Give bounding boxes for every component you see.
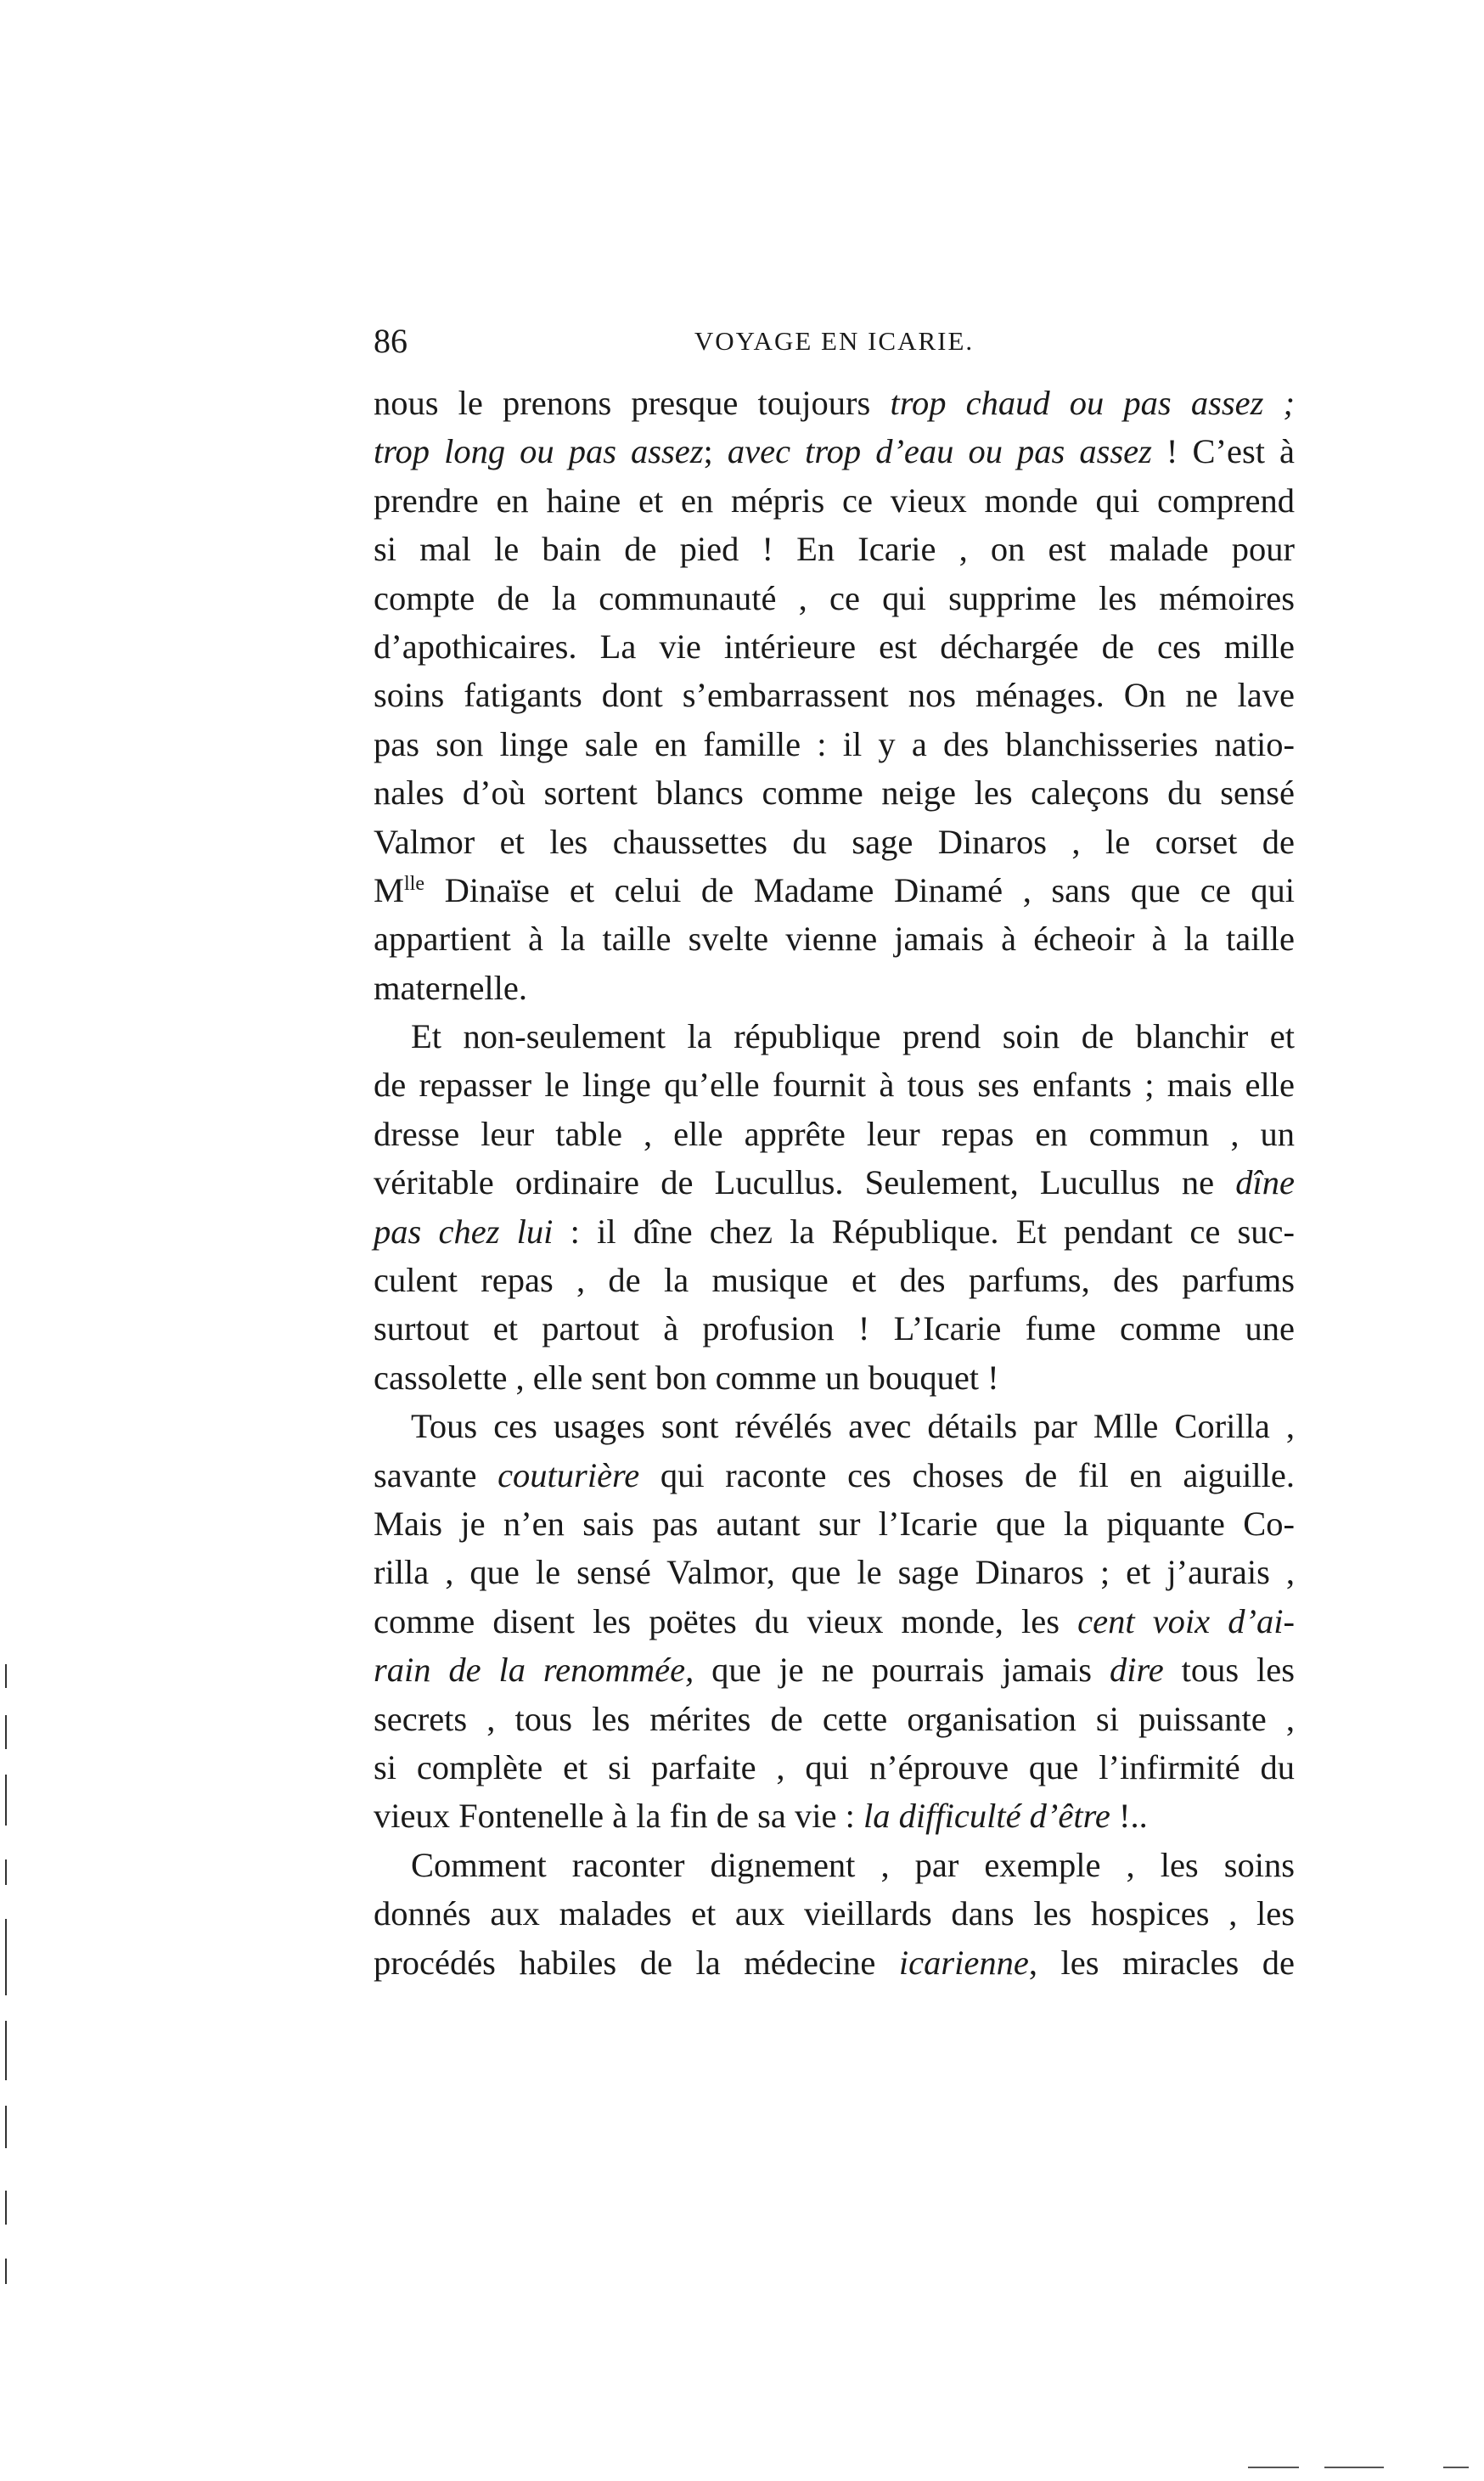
text-line [374, 427, 1295, 475]
text-line [374, 1695, 1295, 1743]
text-segment: nales d’où sortent blancs comme neige les caleçons du sensé [374, 774, 1295, 813]
text-line [374, 1743, 1295, 1792]
text-line [374, 1304, 1295, 1353]
text-line [374, 866, 1295, 914]
text-segment: Valmor et les chaussettes du sage Dinaros , le corset de [374, 822, 1295, 861]
text-segment: appartient à la taille svelte vienne jamais à écheoir à la taille [374, 920, 1295, 959]
italic-text: cent voix d’ai- [1077, 1601, 1295, 1640]
italic-text: rain de la renommée, [374, 1651, 694, 1690]
text-line [374, 574, 1295, 622]
text-line [374, 525, 1295, 573]
text-line [374, 1158, 1295, 1207]
text-line [374, 964, 1295, 1012]
text-segment: si complète et si parfaite , qui n’éprouve que l’infirmité du [374, 1747, 1295, 1786]
text-line [374, 1207, 1295, 1256]
text-segment: ! C’est à [1151, 432, 1295, 471]
italic-text: dîne [1235, 1163, 1295, 1202]
italic-text: la difficulté d’être [863, 1797, 1110, 1836]
text-segment: pas son linge sale en famille : il y a des blanchisseries natio- [374, 724, 1295, 763]
text-segment: que je ne pourrais jamais [694, 1651, 1110, 1690]
text-segment: soins fatigants dont s’embarrassent nos ménages. On ne lave [374, 676, 1295, 715]
text-segment: de repasser le linge qu’elle fournit à tous ses enfants ; mais elle [374, 1066, 1295, 1105]
text-segment: !.. [1110, 1797, 1148, 1836]
text-line [374, 1597, 1295, 1646]
italic-text: trop chaud ou pas assez ; [890, 384, 1296, 422]
text-segment: dresse leur table , elle apprête leur repas en commun , un [374, 1114, 1295, 1153]
text-line [374, 1256, 1295, 1304]
text-segment: véritable ordinaire de Lucullus. Seulement, Lucullus ne [374, 1163, 1236, 1202]
text-segment: maternelle. [374, 968, 528, 1007]
text-line [374, 622, 1295, 671]
text-line [374, 1110, 1295, 1158]
text-segment: culent repas , de la musique et des parfums, des parfums [374, 1261, 1295, 1300]
text-line [374, 1646, 1295, 1694]
text-line [374, 1499, 1295, 1548]
running-title: VOYAGE EN ICARIE. [694, 326, 975, 356]
text-line [374, 768, 1295, 817]
text-segment: donnés aux malades et aux vieillards dans les hospices , les [374, 1894, 1295, 1933]
text-segment: rilla , que le sensé Valmor, que le sage Dinaros ; et j’aurais , [374, 1553, 1295, 1592]
text-line [374, 720, 1295, 768]
text-segment: procédés habiles de la médecine [374, 1943, 899, 1982]
text-line [374, 1060, 1295, 1109]
text-line [374, 914, 1295, 963]
text-line [374, 1548, 1295, 1596]
text-line [374, 1353, 1295, 1402]
text-line [374, 818, 1295, 866]
text-line [374, 671, 1295, 719]
text-segment: nous le prenons presque toujours [374, 384, 891, 422]
text-segment: Et non-seulement la république prend soin de blanchir et [411, 1017, 1295, 1056]
text-segment: prendre en haine et en mépris ce vieux monde qui comprend [374, 481, 1295, 520]
text-segment: vieux Fontenelle à la fin de sa vie : [374, 1797, 863, 1836]
scan-edge-mark [1324, 2467, 1384, 2468]
text-line [374, 476, 1295, 525]
page-header [374, 321, 1295, 372]
text-segment: cassolette , elle sent bon comme un bouquet ! [374, 1358, 999, 1397]
text-segment: comme disent les poëtes du vieux monde, les [374, 1601, 1078, 1640]
text-segment: M [374, 870, 405, 909]
text-segment: savante [374, 1455, 498, 1494]
text-line [374, 1012, 1295, 1060]
text-line [374, 1889, 1295, 1938]
text-segment: secrets , tous les mérites de cette organisation si puissante , [374, 1699, 1295, 1738]
superscript: lle [404, 872, 425, 895]
text-line [374, 1792, 1295, 1840]
text-segment: Tous ces usages sont révélés avec détails par Mlle Corilla , [411, 1407, 1295, 1446]
text-segment: qui raconte ces choses de fil en aiguille. [639, 1455, 1295, 1494]
text-segment: si mal le bain de pied ! En Icarie , on est malade pour [374, 530, 1295, 569]
text-segment: d’apothicaires. La vie intérieure est déchargée de ces mille [374, 627, 1295, 666]
text-line [374, 1402, 1295, 1450]
italic-text: avec trop d’eau ou pas assez [727, 432, 1152, 471]
text-segment: Mais je n’en sais pas autant sur l’Icarie que la piquante Co- [374, 1504, 1295, 1543]
text-line [374, 379, 1295, 427]
text-line [374, 1451, 1295, 1499]
text-segment: Comment raconter dignement , par exemple , les soins [411, 1845, 1295, 1884]
scan-edge-mark [1443, 2467, 1469, 2468]
margin-scan-marks [5, 1664, 10, 2301]
text-line [374, 1841, 1295, 1889]
italic-text: dire [1109, 1651, 1164, 1690]
text-segment: surtout et partout à profusion ! L’Icarie fume comme une [374, 1309, 1295, 1348]
page-number: 86 [374, 322, 408, 360]
body-text [374, 379, 1295, 1987]
italic-text: trop long ou pas assez [374, 432, 704, 471]
italic-text: pas chez lui [374, 1212, 554, 1251]
italic-text: couturière [497, 1455, 640, 1494]
text-segment: ; [703, 432, 728, 471]
scan-edge-mark [1248, 2467, 1299, 2468]
text-line [374, 1938, 1295, 1987]
text-segment: Dinaïse et celui de Madame Dinamé , sans que ce qui [424, 870, 1295, 909]
text-segment: : il dîne chez la République. Et pendant ce suc- [553, 1212, 1295, 1251]
text-segment: tous les [1163, 1651, 1295, 1690]
italic-text: icarienne [898, 1943, 1029, 1982]
text-segment: , les miracles de [1028, 1943, 1295, 1982]
text-segment: compte de la communauté , ce qui supprime les mémoires [374, 578, 1295, 617]
